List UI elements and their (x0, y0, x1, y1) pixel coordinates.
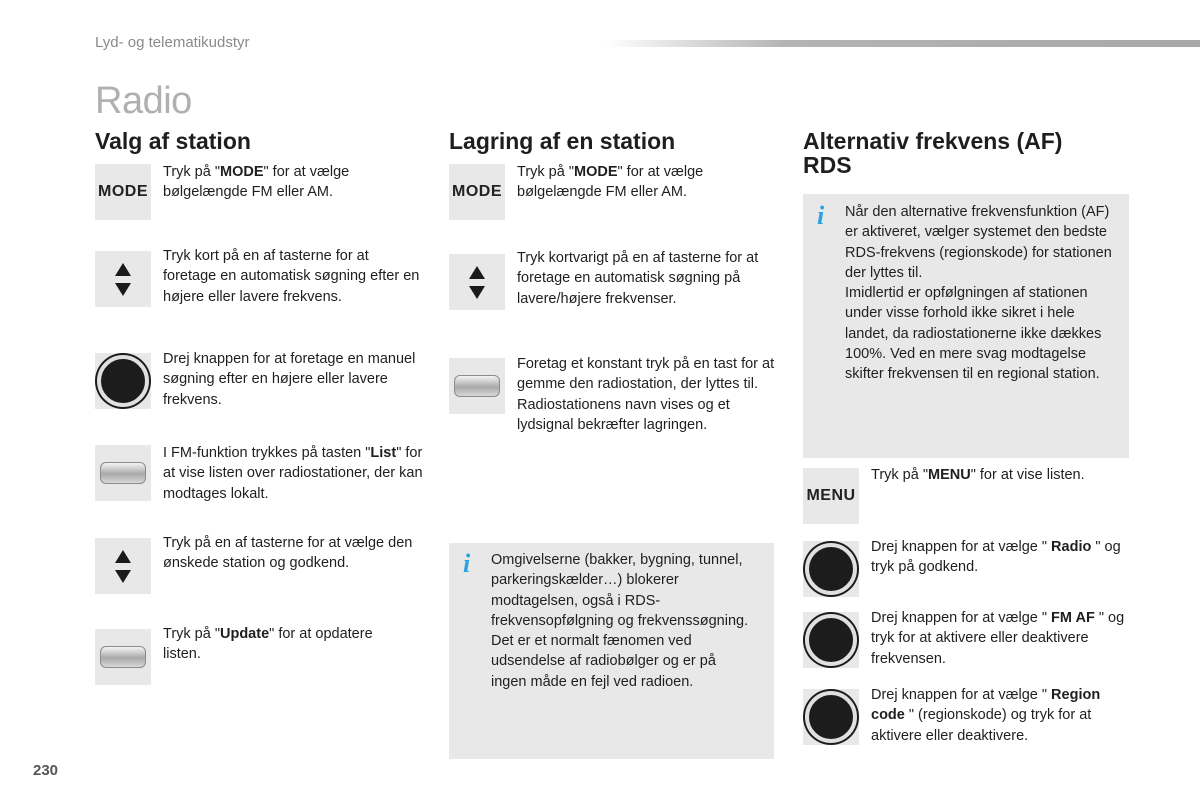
instruction-text: Drej knappen for at vælge " Radio " og tryk på godkend. (871, 539, 1121, 576)
arrow-up-icon (115, 263, 131, 276)
mode-button-icon (95, 164, 151, 220)
up-down-arrows-icon (95, 251, 151, 307)
arrow-up-icon (469, 266, 485, 279)
rotary-knob-icon (803, 541, 859, 597)
info-box-reception (449, 543, 774, 759)
instruction-text: Drej knappen for at vælge " Region code " (regionskode) og tryk for at aktivere eller deaktivere. (871, 687, 1101, 744)
instruction-text: Tryk på "MODE" for at vælge bølgelængde FM eller AM. (163, 164, 350, 201)
chapter-title: Lyd- og telematikudstyr (95, 34, 250, 51)
instruction-text: Tryk på en af tasterne for at vælge den ønskede station og godkend. (163, 535, 413, 572)
instruction-text: Foretag et konstant tryk på en tast for at gemme den radiostation, der lyttes til. Radiostationens navn vises og et lydsignal bekræfter lagringen. (517, 356, 775, 433)
rotary-knob-icon (95, 353, 151, 409)
arrow-up-icon (115, 550, 131, 563)
info-icon: i (463, 549, 471, 578)
up-down-arrows-icon (449, 254, 505, 310)
oblong-key-icon (95, 445, 151, 501)
info-text: Omgivelserne (bakker, bygning, tunnel, parkeringskælder…) blokerer modtagelsen, også i RDS-frekvensopfølgning og frekvenssøgning. Det er et normalt fænomen ved udsendelse af radiobølger og er på ingen måde en fejl ved radioen. (491, 552, 749, 690)
oblong-key-icon (95, 629, 151, 685)
arrow-down-icon (115, 570, 131, 583)
mode-label: MODE (452, 183, 502, 200)
menu-button-icon (803, 468, 859, 524)
instruction-text: Tryk på "MODE" for at vælge bølgelængde FM eller AM. (517, 164, 704, 201)
arrow-down-icon (115, 283, 131, 296)
section-heading-lagring: Lagring af en station (449, 128, 676, 154)
instruction-text: Tryk på "MENU" for at vise listen. (871, 467, 1085, 483)
instruction-text: Tryk på "Update" for at opdatere listen. (163, 626, 373, 663)
info-box-af (803, 194, 1129, 458)
instruction-text: Tryk kort på en af tasterne for at foretage en automatisk søgning efter en højere eller lavere frekvens. (163, 248, 420, 305)
arrow-down-icon (469, 286, 485, 299)
info-text: Når den alternative frekvensfunktion (AF) er aktiveret, vælger systemet den bedste RDS-frekvens (regionskode) for stationen der lyttes til. Imidlertid er opfølgningen af stationen under visse forhold ikke sikret i hele landet, da radiostationerne ikke dækkes 100%. Ved en mere svag modtagelse skifter frekvensen til en regional station. (845, 204, 1112, 383)
mode-button-icon (449, 164, 505, 220)
header-bar (605, 40, 1200, 47)
instruction-text: I FM-funktion trykkes på tasten "List" for at vise listen over radiostationer, der kan modtages lokalt. (163, 445, 423, 502)
page-number: 230 (33, 762, 59, 779)
up-down-arrows-icon (95, 538, 151, 594)
page-title: Radio (95, 80, 192, 122)
oblong-key-icon (449, 358, 505, 414)
section-heading-af-rds: Alternativ frekvens (AF) RDS (803, 128, 1063, 178)
mode-label: MODE (98, 183, 148, 200)
instruction-text: Drej knappen for at foretage en manuel søgning efter en højere eller lavere frekvens. (163, 351, 416, 408)
rotary-knob-icon (803, 612, 859, 668)
instruction-text: Drej knappen for at vælge " FM AF " og tryk for at aktivere eller deaktivere frekvensen. (871, 610, 1125, 667)
section-heading-valg: Valg af station (95, 128, 251, 154)
info-icon: i (817, 201, 825, 230)
menu-label: MENU (806, 487, 856, 504)
rotary-knob-icon (803, 689, 859, 745)
instruction-text: Tryk kortvarigt på en af tasterne for at foretage en automatisk søgning på lavere/højere frekvenser. (517, 250, 759, 307)
